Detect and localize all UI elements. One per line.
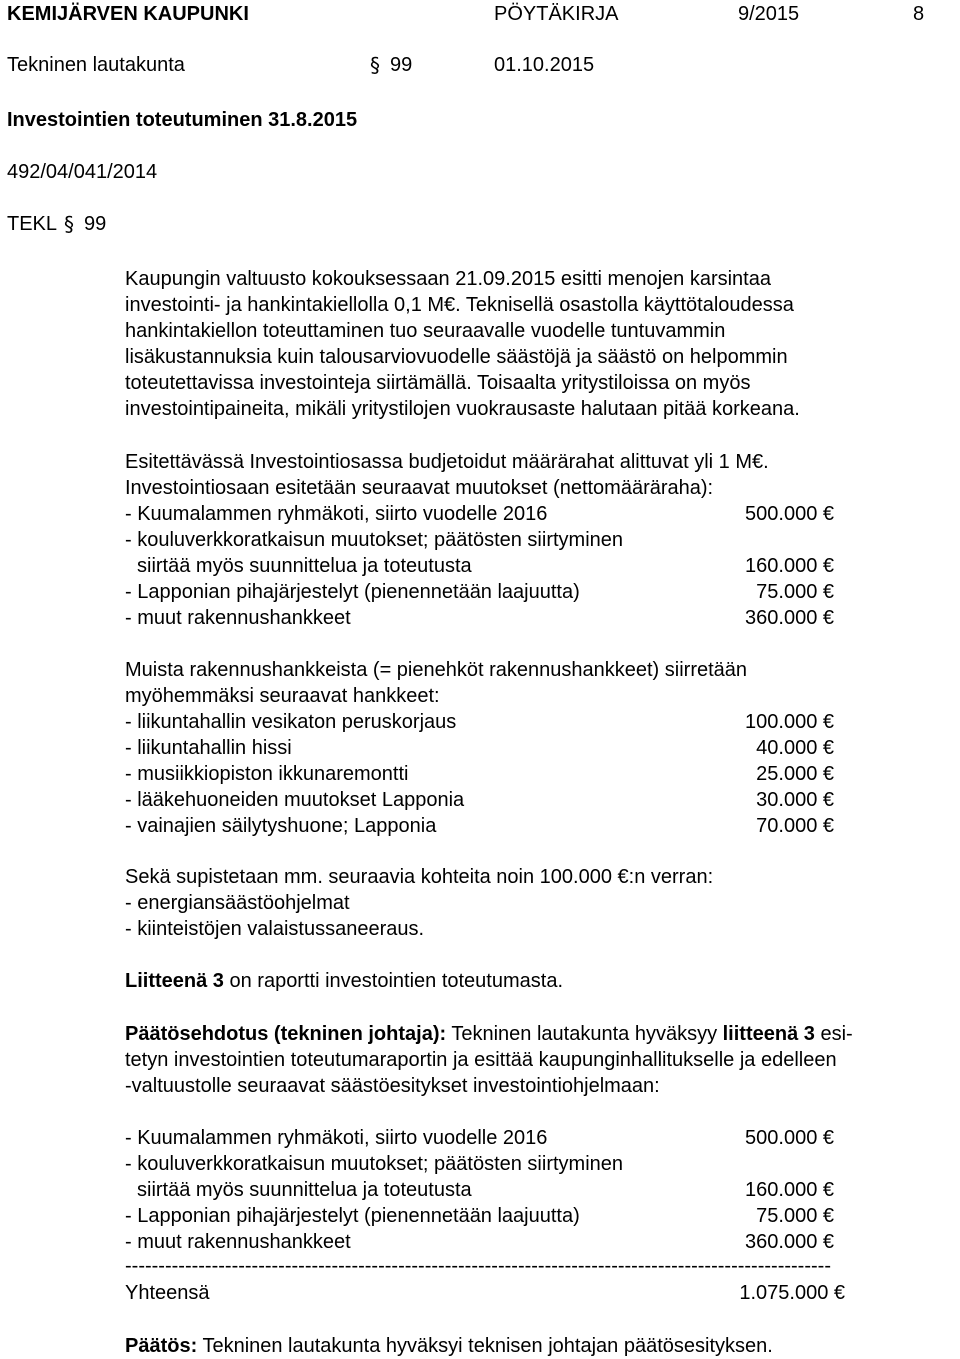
proposal-text: Tekninen lautakunta hyväksyy (446, 1023, 723, 1045)
decision-line (125, 1333, 773, 1359)
proposal-attachment-ref: liitteenä 3 (722, 1023, 815, 1045)
postponed-intro-line: myöhemmäksi seuraavat hankkeet: (125, 685, 440, 707)
proposal-item-amount: 360.000 € (745, 1231, 834, 1253)
proposal-item-amount: 160.000 € (745, 1179, 834, 1201)
org-name: KEMIJÄRVEN KAUPUNKI (7, 3, 249, 25)
change-item-label: - Kuumalammen ryhmäkoti, siirto vuodelle 2016 (125, 503, 548, 525)
change-item-amount: 75.000 € (756, 581, 834, 603)
proposal-line: tetyn investointien toteutumaraportin ja esittää kaupunginhallitukselle ja edelleen (125, 1049, 837, 1071)
change-item-label: siirtää myös suunnittelua ja toteutusta (137, 555, 472, 577)
reference-number: 492/04/041/2014 (7, 161, 158, 183)
intro-line: investointipaineita, mikäli yritystilojen vuokrausaste halutaan pitää korkeana. (125, 398, 800, 420)
tekl-symbol: § (64, 212, 74, 236)
section-symbol: § (370, 53, 380, 77)
postponed-item-label: - liikuntahallin hissi (125, 737, 292, 759)
cuts-line: - kiinteistöjen valaistussaneeraus. (125, 918, 425, 940)
postponed-item-amount: 40.000 € (756, 737, 834, 759)
board-name: Tekninen lautakunta (7, 54, 185, 76)
postponed-item-amount: 30.000 € (756, 789, 834, 811)
proposal-label: Päätösehdotus (tekninen johtaja): (125, 1023, 447, 1045)
meeting-date: 01.10.2015 (494, 54, 595, 76)
change-item-amount: 160.000 € (745, 555, 834, 577)
separator-line: ---------------------------------------------------------------------------------------------------------- (125, 1255, 831, 1277)
proposal-item-label: - muut rakennushankkeet (125, 1231, 351, 1253)
tekl-label: TEKL (7, 213, 58, 235)
total-label: Yhteensä (125, 1282, 210, 1304)
postponed-item-amount: 25.000 € (756, 763, 834, 785)
proposal-item-label: - kouluverkkoratkaisun muutokset; päätösten siirtyminen (125, 1153, 624, 1175)
doc-number: 9/2015 (738, 3, 800, 25)
section-number: 99 (390, 54, 413, 76)
proposal-item-label: - Lapponian pihajärjestelyt (pienennetään laajuutta) (125, 1205, 580, 1227)
page-number: 8 (913, 3, 925, 25)
postponed-item-label: - vainajien säilytyshuone; Lapponia (125, 815, 437, 837)
intro-line: hankintakiellon toteuttaminen tuo seuraavalle vuodelle tuntuvammin (125, 320, 726, 342)
proposal-item-amount: 500.000 € (745, 1127, 834, 1149)
change-item-label: - Lapponian pihajärjestelyt (pienennetään laajuutta) (125, 581, 580, 603)
proposal-text-tail: esi- (814, 1023, 853, 1045)
change-item-amount: 500.000 € (745, 503, 834, 525)
intro-line: Kaupungin valtuusto kokouksessaan 21.09.2015 esitti menojen karsintaa (125, 268, 771, 290)
proposal-line: -valtuustolle seuraavat säästöesitykset investointiohjelmaan: (125, 1075, 660, 1097)
decision-text: Tekninen lautakunta hyväksyi teknisen johtajan päätösesityksen. (197, 1335, 773, 1357)
cuts-line: - energiansäästöohjelmat (125, 892, 350, 914)
change-item-amount: 360.000 € (745, 607, 834, 629)
intro-line: toteutettavissa investointeja siirtämällä. Toisaalta yritystiloissa on myös (125, 372, 751, 394)
intro-line: investointi- ja hankintakiellolla 0,1 M€. Teknisellä osastolla käyttötaloudessa (125, 294, 794, 316)
proposal-item-label: siirtää myös suunnittelua ja toteutusta (137, 1179, 472, 1201)
change-item-label: - kouluverkkoratkaisun muutokset; päätösten siirtyminen (125, 529, 624, 551)
page-title: Investointien toteutuminen 31.8.2015 (7, 109, 358, 131)
proposal-line (125, 1021, 853, 1047)
attachment-label: Liitteenä 3 (125, 970, 224, 992)
budget-intro-line: Investointiosaan esitetään seuraavat muutokset (nettomääräraha): (125, 477, 714, 499)
postponed-item-label: - liikuntahallin vesikaton peruskorjaus (125, 711, 457, 733)
tekl-number: 99 (84, 213, 107, 235)
intro-line: lisäkustannuksia kuin talousarviovuodelle säästöjä ja säästö on helpommin (125, 346, 788, 368)
budget-intro-line: Esitettävässä Investointiosassa budjetoidut määrärahat alittuvat yli 1 M€. (125, 451, 769, 473)
postponed-item-label: - musiikkiopiston ikkunaremontti (125, 763, 409, 785)
total-amount: 1.075.000 € (739, 1282, 845, 1304)
decision-label: Päätös: (125, 1335, 198, 1357)
change-item-label: - muut rakennushankkeet (125, 607, 351, 629)
cuts-line: Sekä supistetaan mm. seuraavia kohteita noin 100.000 €:n verran: (125, 866, 714, 888)
postponed-item-label: - lääkehuoneiden muutokset Lapponia (125, 789, 465, 811)
postponed-item-amount: 100.000 € (745, 711, 834, 733)
proposal-item-amount: 75.000 € (756, 1205, 834, 1227)
proposal-item-label: - Kuumalammen ryhmäkoti, siirto vuodelle 2016 (125, 1127, 548, 1149)
postponed-item-amount: 70.000 € (756, 815, 834, 837)
postponed-intro-line: Muista rakennushankkeista (= pienehköt rakennushankkeet) siirretään (125, 659, 748, 681)
doc-type: PÖYTÄKIRJA (494, 3, 619, 25)
attachment-text: on raportti investointien toteutumasta. (223, 970, 564, 992)
attachment-note (125, 968, 563, 994)
